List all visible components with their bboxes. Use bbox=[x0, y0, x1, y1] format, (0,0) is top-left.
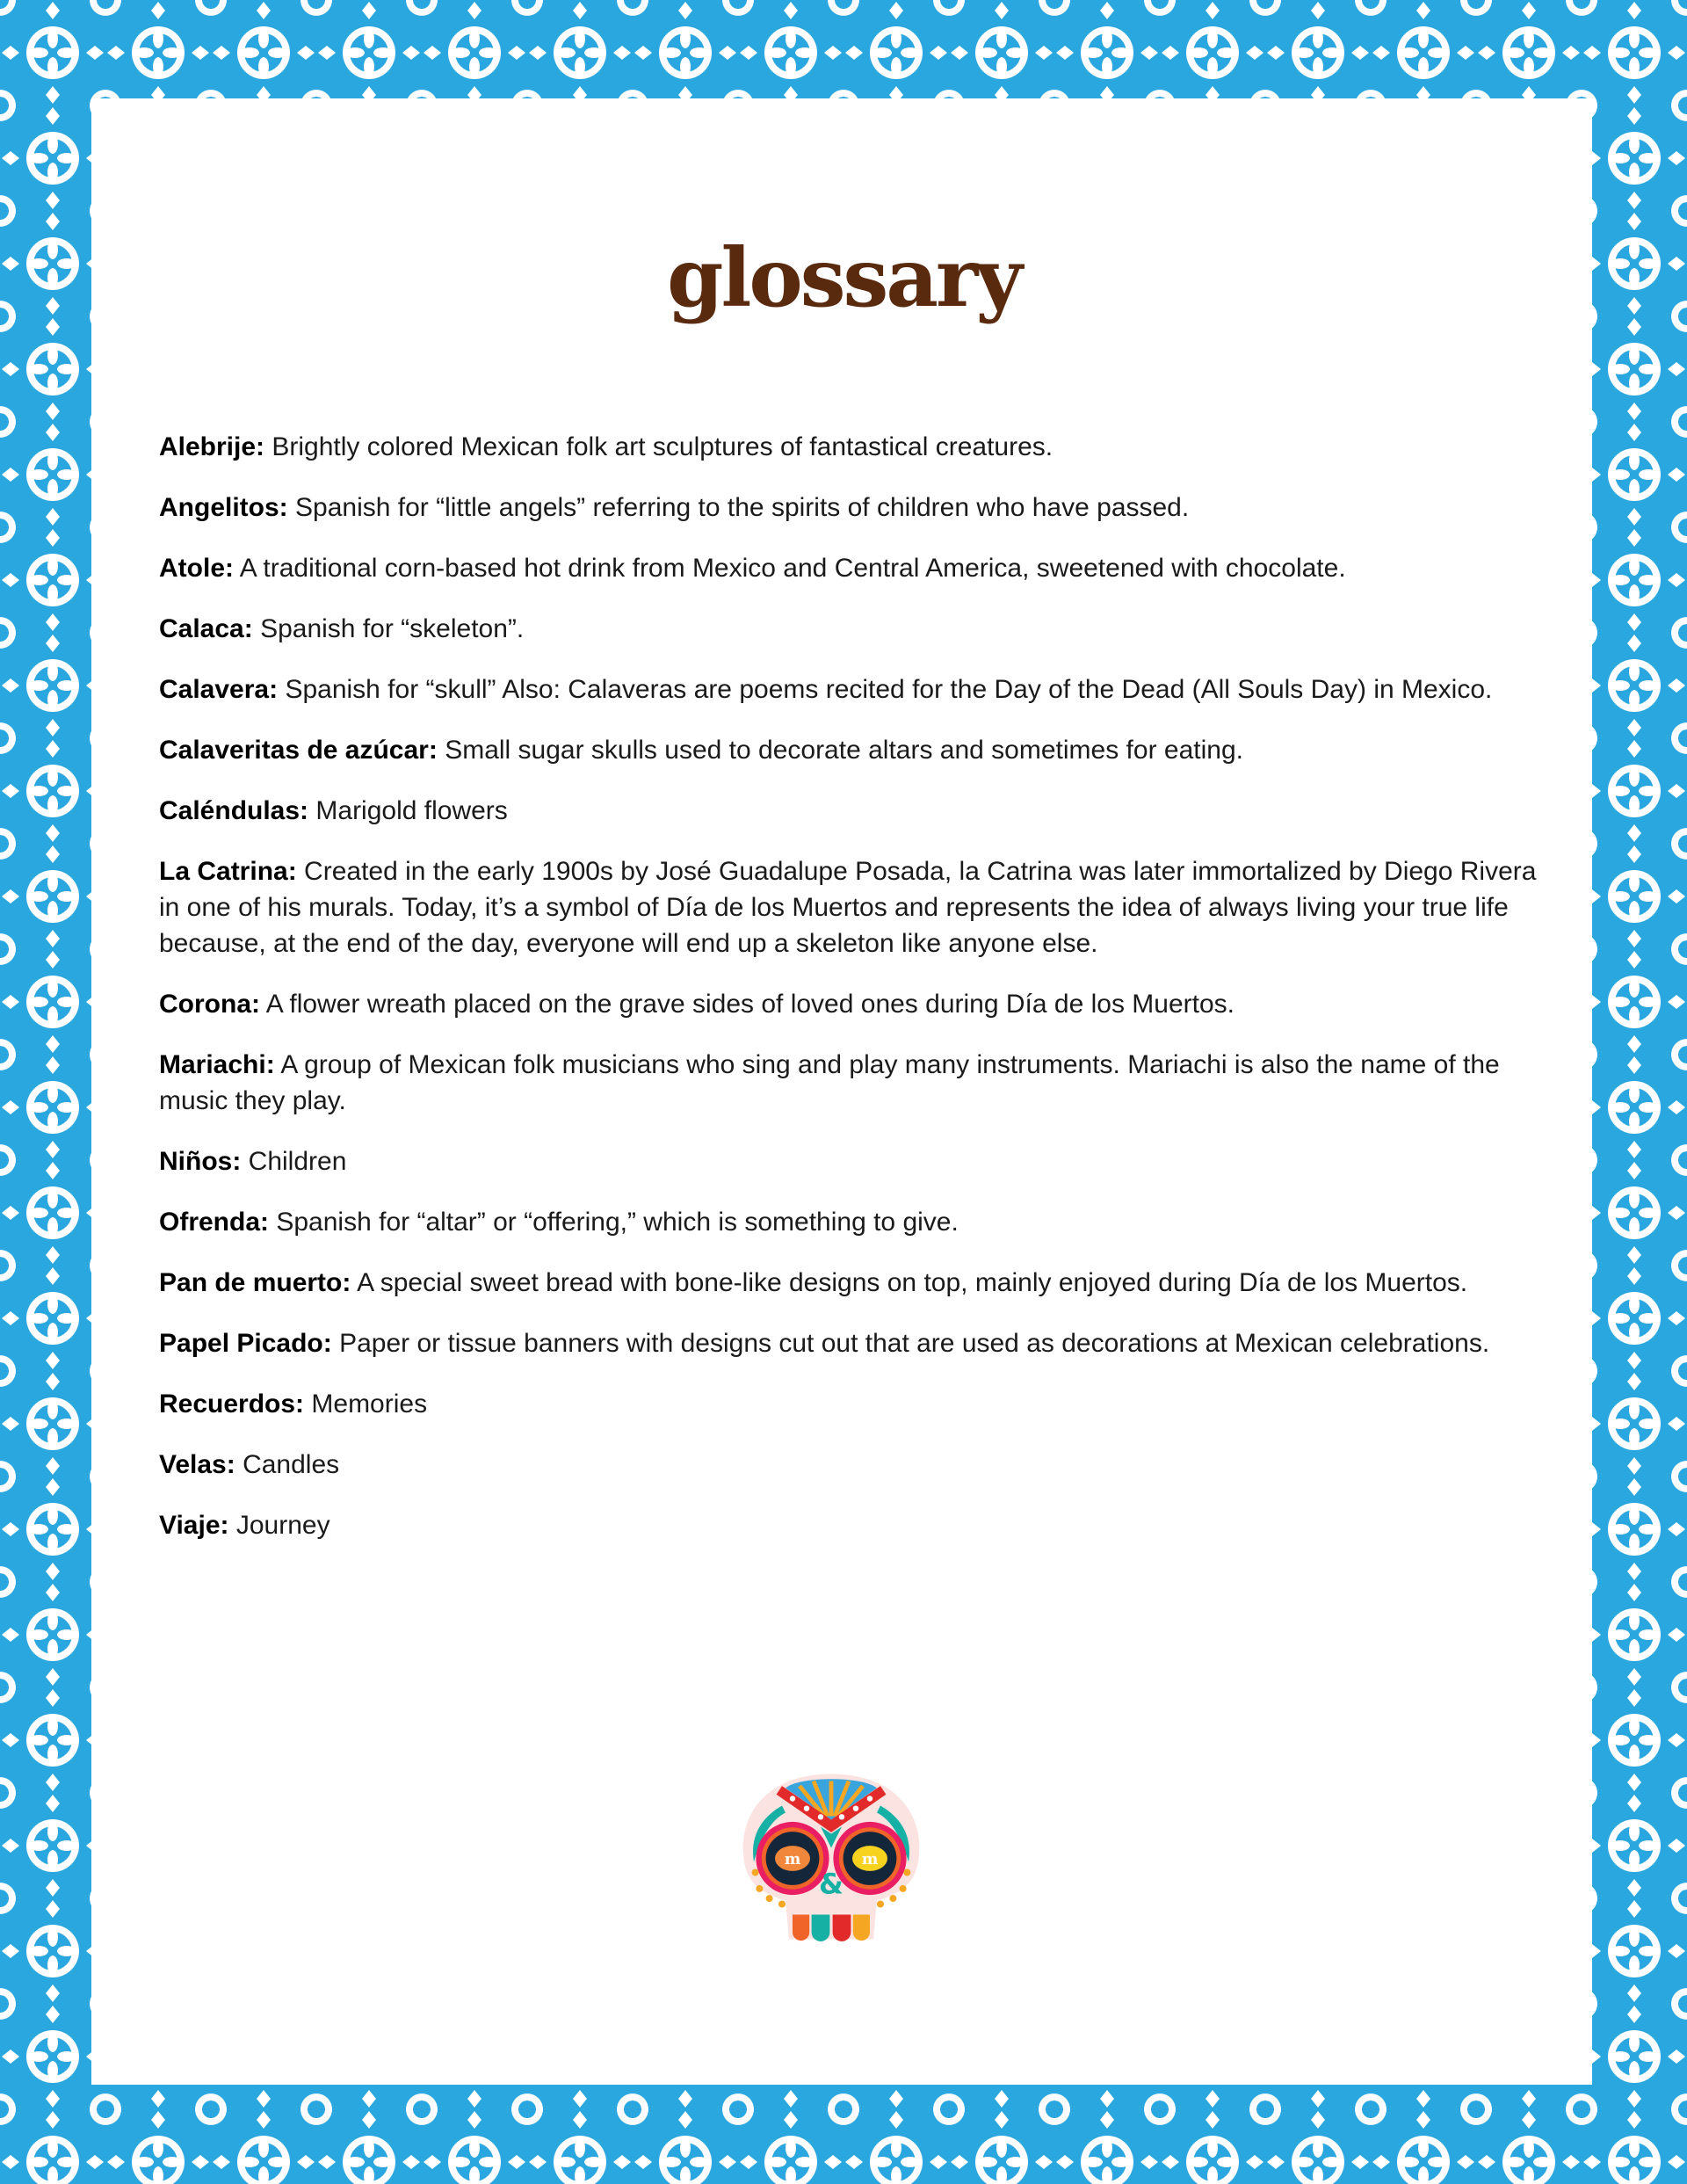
glossary-definition: A flower wreath placed on the grave sides of loved ones during Día de los Muertos. bbox=[265, 990, 1234, 1019]
glossary-definition: Children bbox=[248, 1147, 347, 1176]
glossary-entry bbox=[159, 1325, 1547, 1361]
glossary-definition: A traditional corn-based hot drink from Mexico and Central America, sweetened with chocolate. bbox=[239, 554, 1346, 583]
glossary-term: Pan de muerto: bbox=[159, 1268, 351, 1297]
glossary-entry bbox=[159, 793, 1547, 829]
glossary-definition: Journey bbox=[235, 1511, 330, 1540]
glossary-entry bbox=[159, 986, 1547, 1022]
glossary-entry bbox=[159, 1143, 1547, 1179]
glossary-term: Calavera: bbox=[159, 675, 279, 704]
glossary-entry bbox=[159, 550, 1547, 586]
right-eye-letter: m bbox=[861, 1849, 879, 1868]
glossary-definition: Spanish for “altar” or “offering,” which is something to give. bbox=[276, 1208, 959, 1237]
glossary-entry bbox=[159, 1265, 1547, 1301]
glossary-definition: Memories bbox=[311, 1389, 428, 1419]
sugar-skull-logo bbox=[726, 1749, 937, 1947]
glossary-term: Calaveritas de azúcar: bbox=[159, 736, 438, 765]
glossary-definition: A special sweet bread with bone-like designs on top, mainly enjoyed during Día de los Muertos. bbox=[357, 1268, 1468, 1297]
glossary-entry bbox=[159, 490, 1547, 526]
glossary-list bbox=[159, 429, 1547, 1568]
glossary-definition: Candles bbox=[243, 1450, 340, 1479]
glossary-term: Angelitos: bbox=[159, 493, 288, 522]
glossary-entry bbox=[159, 429, 1547, 465]
glossary-definition: Spanish for “skeleton”. bbox=[260, 614, 525, 643]
glossary-definition: Spanish for “skull” Also: Calaveras are poems recited for the Day of the Dead (All Souls Day) in Mexico. bbox=[285, 675, 1493, 704]
glossary-term: Atole: bbox=[159, 554, 234, 583]
glossary-term: La Catrina: bbox=[159, 857, 297, 886]
glossary-term: Alebrije: bbox=[159, 432, 265, 461]
left-eye-letter: m bbox=[784, 1849, 801, 1868]
glossary-entry bbox=[159, 1047, 1547, 1119]
glossary-term: Niños: bbox=[159, 1147, 242, 1176]
glossary-entry bbox=[159, 1447, 1547, 1483]
glossary-entry bbox=[159, 1204, 1547, 1240]
glossary-definition: Created in the early 1900s by José Guadalupe Posada, la Catrina was later immortalized by Diego Rivera in one of his murals. Today, it’s a symbol of Día de los Muertos and represents the idea of always living your true life because, at the end of the day, everyone will end up a skeleton like anyone else. bbox=[159, 857, 1537, 958]
glossary-term: Papel Picado: bbox=[159, 1329, 332, 1358]
glossary-entry bbox=[159, 732, 1547, 768]
glossary-term: Velas: bbox=[159, 1450, 235, 1479]
glossary-term: Mariachi: bbox=[159, 1050, 275, 1079]
glossary-definition: Paper or tissue banners with designs cut out that are used as decorations at Mexican celebrations. bbox=[339, 1329, 1490, 1358]
ampersand: & bbox=[819, 1867, 844, 1901]
glossary-entry bbox=[159, 611, 1547, 647]
glossary-definition: A group of Mexican folk musicians who sing and play many instruments. Mariachi is also the name of the music they play. bbox=[159, 1050, 1500, 1115]
glossary-entry bbox=[159, 671, 1547, 707]
glossary-term: Recuerdos: bbox=[159, 1389, 305, 1419]
glossary-term: Calaca: bbox=[159, 614, 253, 643]
glossary-definition: Brightly colored Mexican folk art sculptures of fantastical creatures. bbox=[272, 432, 1053, 461]
glossary-entry bbox=[159, 1507, 1547, 1543]
glossary-term: Caléndulas: bbox=[159, 796, 309, 825]
glossary-term: Corona: bbox=[159, 990, 260, 1019]
glossary-term: Ofrenda: bbox=[159, 1208, 270, 1237]
glossary-entry bbox=[159, 853, 1547, 961]
glossary-entry bbox=[159, 1386, 1547, 1422]
glossary-term: Viaje: bbox=[159, 1511, 229, 1540]
glossary-definition: Spanish for “little angels” referring to the spirits of children who have passed. bbox=[295, 493, 1190, 522]
glossary-definition: Marigold flowers bbox=[315, 796, 508, 825]
page-title: glossary bbox=[667, 230, 1020, 325]
glossary-definition: Small sugar skulls used to decorate altars and sometimes for eating. bbox=[445, 736, 1243, 765]
